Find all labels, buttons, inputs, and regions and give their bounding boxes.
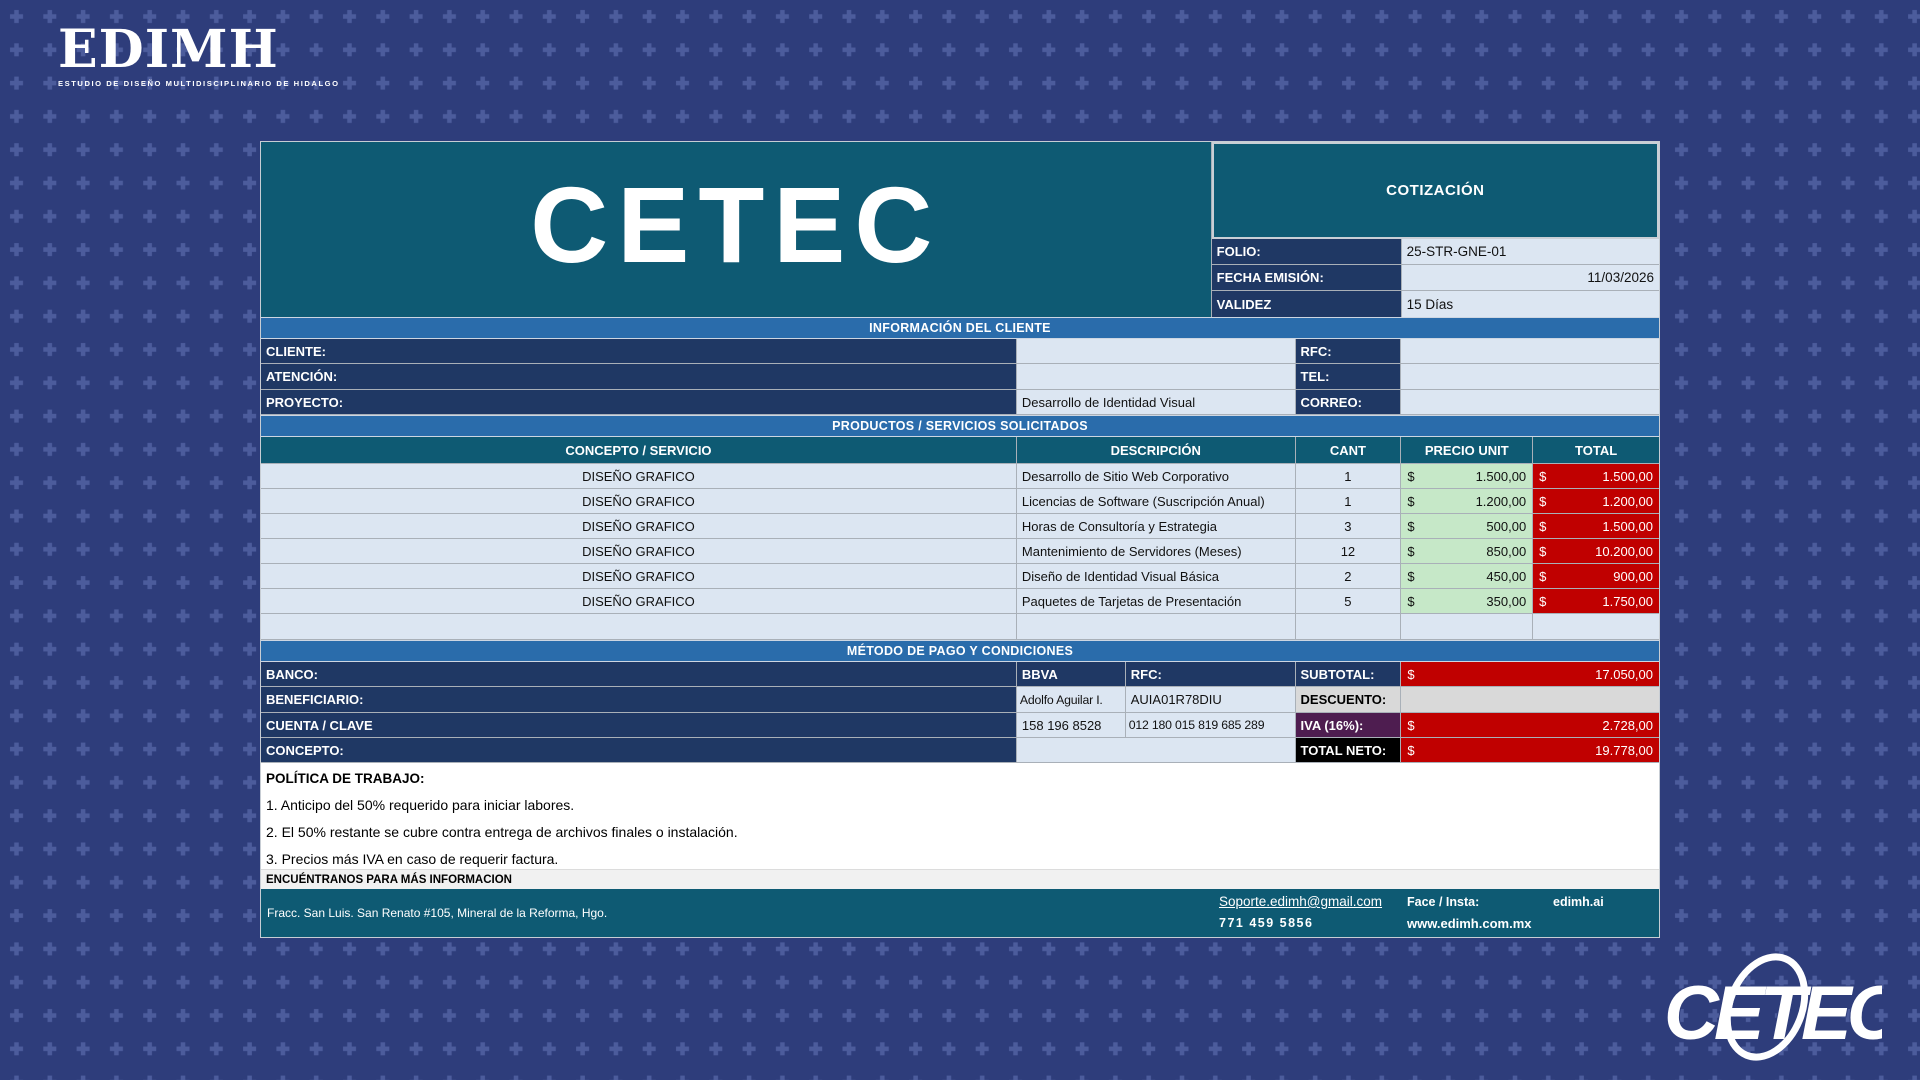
payment-row-cuenta [261,713,1659,738]
empty-cell [1401,614,1533,639]
validez-value: 15 Días [1402,291,1659,317]
product-row [261,564,1659,589]
currency-symbol: $ [1407,717,1415,733]
total-amount: 1.750,00 [1602,593,1653,609]
currency-symbol: $ [1407,593,1415,609]
product-concept: DISEÑO GRAFICO [261,564,1017,588]
cetec-watermark-logo [1664,949,1882,1072]
edimh-logo-text: EDIMH [58,19,279,80]
tel-value [1401,364,1659,389]
total-neto-value [1401,738,1659,762]
currency-symbol: $ [1539,593,1547,609]
product-unit-price [1401,589,1533,613]
folio-label: FOLIO: [1212,239,1402,264]
product-description: Diseño de Identidad Visual Básica [1017,564,1296,588]
col-header-cant: CANT [1296,437,1402,463]
currency-symbol: $ [1407,543,1415,559]
product-description: Licencias de Software (Suscripción Anual) [1017,489,1296,513]
rfc-label: RFC: [1296,339,1402,363]
product-total [1533,489,1659,513]
product-qty: 1 [1296,464,1402,488]
cuenta-clave-label: CUENTA / CLAVE [261,713,1017,737]
phone-number: 771 459 5856 [1219,916,1314,930]
edimh-logo [58,19,340,88]
atencion-label: ATENCIÓN: [261,364,1017,389]
unit-amount: 450,00 [1486,568,1527,584]
cuenta-value: 158 196 8528 [1017,713,1126,737]
unit-amount: 1.200,00 [1475,493,1527,509]
product-row-empty [261,614,1659,640]
currency-symbol: $ [1407,666,1415,682]
currency-symbol: $ [1539,518,1547,534]
clave-value: 012 180 015 819 685 289 [1126,713,1296,737]
product-concept: DISEÑO GRAFICO [261,514,1017,538]
product-concept: DISEÑO GRAFICO [261,489,1017,513]
iva-amount: 2.728,00 [1602,717,1654,733]
product-unit-price [1401,489,1533,513]
total-amount: 900,00 [1613,568,1653,584]
email-link[interactable]: Soporte.edimh@gmail.com [1219,894,1383,909]
product-description: Desarrollo de Sitio Web Corporativo [1017,464,1296,488]
proyecto-value: Desarrollo de Identidad Visual [1017,390,1296,414]
subtotal-value [1401,662,1659,686]
empty-cell [1533,614,1659,639]
work-policy [261,763,1659,869]
cetec-logo-text: CETEC [1664,971,1882,1056]
product-total [1533,514,1659,538]
validez-row [1212,291,1659,317]
unit-amount: 850,00 [1486,543,1527,559]
currency-symbol: $ [1539,568,1547,584]
product-qty: 1 [1296,489,1402,513]
policy-line: 1. Anticipo del 50% requerido para iniciar labores. [266,797,575,813]
subtotal-label: SUBTOTAL: [1296,662,1402,686]
payment-row-banco [261,662,1659,687]
product-unit-price [1401,514,1533,538]
folio-value: 25-STR-GNE-01 [1402,239,1659,264]
document-header [261,142,1659,317]
subtotal-amount: 17.050,00 [1595,666,1654,682]
product-concept: DISEÑO GRAFICO [261,589,1017,613]
website-url: www.edimh.com.mx [1407,916,1532,931]
payment-row-concepto [261,738,1659,763]
product-description: Paquetes de Tarjetas de Presentación [1017,589,1296,613]
product-qty: 12 [1296,539,1402,563]
empty-cell [261,614,1017,639]
correo-label: CORREO: [1296,390,1402,414]
fecha-emision-label: FECHA EMISIÓN: [1212,265,1402,290]
product-concept: DISEÑO GRAFICO [261,464,1017,488]
beneficiario-value: Adolfo Aguilar I. [1017,687,1126,712]
concepto-label: CONCEPTO: [261,738,1017,762]
social-label: Face / Insta: [1407,895,1480,909]
policy-title: POLÍTICA DE TRABAJO: [266,771,425,786]
currency-symbol: $ [1539,493,1547,509]
currency-symbol: $ [1407,518,1415,534]
proyecto-label: PROYECTO: [261,390,1017,414]
folio-row [1212,239,1659,265]
cliente-label: CLIENTE: [261,339,1017,363]
banco-value: BBVA [1017,662,1126,686]
quotation-document [260,141,1660,938]
product-unit-price [1401,564,1533,588]
beneficiario-label: BENEFICIARIO: [261,687,1017,712]
cetec-brand-text: CETEC [530,163,942,285]
currency-symbol: $ [1539,543,1547,559]
quote-meta-panel [1212,142,1659,317]
cetec-brand-box [261,142,1212,317]
tel-label: TEL: [1296,364,1402,389]
col-header-precio-unit: PRECIO UNIT [1401,437,1533,463]
total-amount: 10.200,00 [1595,543,1653,559]
col-header-total: TOTAL [1533,437,1659,463]
client-row [261,364,1659,390]
product-row [261,464,1659,489]
iva-value [1401,713,1659,737]
iva-label: IVA (16%): [1296,713,1402,737]
total-amount: 1.500,00 [1602,518,1653,534]
rfc-bank-label: RFC: [1126,662,1296,686]
product-total [1533,564,1659,588]
unit-amount: 350,00 [1486,593,1527,609]
unit-amount: 1.500,00 [1475,468,1527,484]
descuento-label: DESCUENTO: [1296,687,1402,712]
payment-section-header: MÉTODO DE PAGO Y CONDICIONES [261,640,1659,662]
fecha-emision-row [1212,265,1659,291]
products-table-header [261,437,1659,464]
rfc-bank-value: AUIA01R78DIU [1126,687,1296,712]
product-concept: DISEÑO GRAFICO [261,539,1017,563]
product-description: Horas de Consultoría y Estrategia [1017,514,1296,538]
product-row [261,489,1659,514]
cetec-logo-icon [1664,949,1882,1067]
cliente-value [1017,339,1296,363]
client-row [261,339,1659,364]
find-us-banner: ENCUÉNTRANOS PARA MÁS INFORMACION [261,869,1659,889]
product-qty: 5 [1296,589,1402,613]
descuento-value [1401,687,1659,712]
empty-cell [1017,614,1296,639]
validez-label: VALIDEZ [1212,291,1402,317]
product-description: Mantenimiento de Servidores (Meses) [1017,539,1296,563]
product-row [261,539,1659,564]
product-row [261,514,1659,539]
total-amount: 1.200,00 [1602,493,1653,509]
currency-symbol: $ [1407,568,1415,584]
product-total [1533,539,1659,563]
product-unit-price [1401,539,1533,563]
policy-line: 2. El 50% restante se cubre contra entrega de archivos finales o instalación. [266,824,738,840]
policy-line: 3. Precios más IVA en caso de requerir factura. [266,851,559,867]
concepto-value [1017,738,1296,762]
quote-title: COTIZACIÓN [1212,142,1659,239]
product-qty: 3 [1296,514,1402,538]
empty-cell [1296,614,1402,639]
total-amount: 1.500,00 [1602,468,1653,484]
products-section-header: PRODUCTOS / SERVICIOS SOLICITADOS [261,415,1659,437]
social-handle: edimh.ai [1553,895,1604,909]
product-total [1533,589,1659,613]
fecha-emision-value: 11/03/2026 [1402,265,1659,290]
product-row [261,589,1659,614]
edimh-tagline: ESTUDIO DE DISEÑO MULTIDISCIPLINARIO DE HIDALGO [58,79,340,88]
currency-symbol: $ [1407,742,1415,758]
product-total [1533,464,1659,488]
currency-symbol: $ [1407,493,1415,509]
product-unit-price [1401,464,1533,488]
rfc-value [1401,339,1659,363]
col-header-descripcion: DESCRIPCIÓN [1017,437,1296,463]
client-section-header: INFORMACIÓN DEL CLIENTE [261,317,1659,339]
payment-row-beneficiario [261,687,1659,713]
document-footer [261,889,1659,937]
currency-symbol: $ [1407,468,1415,484]
client-row [261,390,1659,415]
atencion-value [1017,364,1296,389]
total-neto-label: TOTAL NETO: [1296,738,1402,762]
product-qty: 2 [1296,564,1402,588]
address-text: Fracc. San Luis. San Renato #105, Mineral de la Reforma, Hgo. [267,906,608,920]
correo-value [1401,390,1659,414]
currency-symbol: $ [1539,468,1547,484]
unit-amount: 500,00 [1486,518,1527,534]
banco-label: BANCO: [261,662,1017,686]
total-neto-amount: 19.778,00 [1595,742,1654,758]
col-header-concepto: CONCEPTO / SERVICIO [261,437,1017,463]
